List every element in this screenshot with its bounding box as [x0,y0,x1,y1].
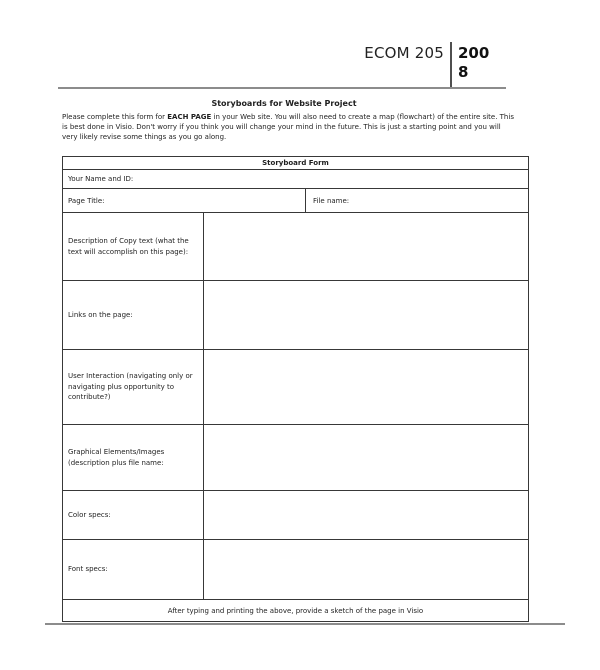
intro-text-pre: Please complete this form for [62,113,168,121]
page-title-field[interactable] [63,189,305,212]
font-specs-input-area[interactable] [203,540,528,599]
header-rule-divider [58,87,506,89]
graphical-elements-label: Graphical Elements/Images (description plus file name: [68,448,165,467]
year-cell [450,42,506,88]
user-interaction-label: User Interaction (navigating only or navigating plus opportunity to contribute?) [68,372,193,402]
document-header [58,42,506,88]
table-footer-row [63,599,528,621]
name-and-id-label: Your Name and ID: [68,175,134,183]
user-interaction-row [63,349,528,424]
user-interaction-input-area[interactable] [203,350,528,424]
intro-paragraph [62,112,514,142]
font-specs-row [63,539,528,599]
description-of-copy-label: Description of Copy text (what the text will accomplish on this page): [68,237,189,256]
footer-rule-divider [45,623,565,625]
links-label: Links on the page: [68,310,133,319]
page-title-file-name-row [63,188,528,212]
graphical-elements-input-area[interactable] [203,425,528,490]
intro-text-post: in your Web site. You will also need to create a map (flowchart) of the entire site. This is best done in Visio. Don't worry if you think you will change your mind in the future. This is just a starting point and you will very likely revise some things as you go along. [62,113,514,142]
font-specs-label: Font specs: [68,565,108,574]
page-title-label: Page Title: [68,196,105,205]
year-value: 2008 [458,44,490,81]
footer-note: After typing and printing the above, provide a sketch of the page in Visio [167,606,424,615]
course-code: ECOM 205 [364,44,444,62]
storyboard-form-table [62,156,529,622]
description-of-copy-row [63,212,528,280]
links-row [63,280,528,349]
color-specs-label: Color specs: [68,510,111,519]
table-title: Storyboard Form [262,159,329,167]
graphical-elements-row [63,424,528,490]
intro-text-bold: EACH PAGE [167,113,212,121]
name-and-id-row[interactable] [63,169,528,188]
color-specs-input-area[interactable] [203,491,528,539]
page-title: Storyboards for Website Project [211,99,357,108]
links-input-area[interactable] [203,281,528,349]
file-name-label: File name: [313,196,350,205]
file-name-field[interactable] [305,189,528,212]
color-specs-row [63,490,528,539]
description-of-copy-input-area[interactable] [203,213,528,280]
table-title-row [63,157,528,169]
